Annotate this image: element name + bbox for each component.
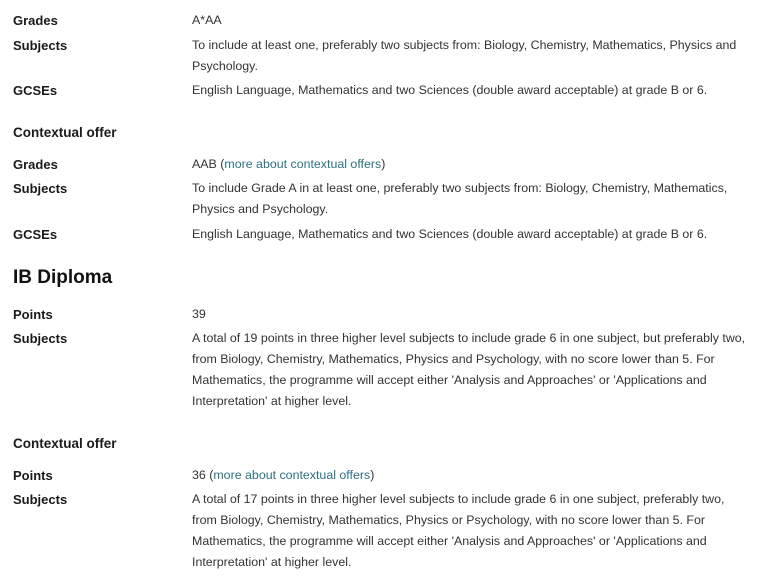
contextual-grades-value bbox=[192, 154, 752, 175]
subjects-label: Subjects bbox=[13, 38, 68, 53]
grades-label: Grades bbox=[13, 13, 58, 28]
subjects-value: To include at least one, preferably two subjects from: Biology, Chemistry, Mathematics, Physics and Psychology. bbox=[192, 38, 737, 73]
ib-contextual-points-close: ) bbox=[370, 468, 375, 482]
contextual-grades-text: AAB ( bbox=[192, 157, 225, 171]
ib-points-value: 39 bbox=[192, 307, 206, 321]
contextual-offers-link[interactable]: more about contextual offers bbox=[224, 157, 382, 171]
contextual-gcses-label: GCSEs bbox=[13, 227, 58, 242]
contextual-grades-close: ) bbox=[381, 157, 386, 171]
contextual-subjects-value: To include Grade A in at least one, preferably two subjects from: Biology, Chemistry, Mathematics, Physics and Psychology. bbox=[192, 181, 728, 216]
ib-diploma-heading: IB Diploma bbox=[13, 267, 113, 288]
ib-contextual-points-value bbox=[192, 465, 752, 486]
ib-contextual-points-text: 36 ( bbox=[192, 468, 214, 482]
ib-contextual-offers-link[interactable]: more about contextual offers bbox=[213, 468, 371, 482]
ib-contextual-points-label: Points bbox=[13, 468, 53, 483]
ib-subjects-value: A total of 19 points in three higher level subjects to include grade 6 in one subject, but preferably two, from Biology, Chemistry, Mathematics, Physics and Psychology, with no score lower than 5. For Mathematics, the programme will accept either 'Analysis and Approaches' or 'Applications and Interpretation' at higher level. bbox=[192, 331, 746, 408]
grades-value: A*AA bbox=[192, 13, 222, 27]
ib-contextual-subjects-label: Subjects bbox=[13, 492, 68, 507]
gcses-value: English Language, Mathematics and two Sciences (double award acceptable) at grade B or 6. bbox=[192, 83, 708, 97]
ib-contextual-subjects-value: A total of 17 points in three higher level subjects to include grade 6 in one subject, preferably two, from Biology, Chemistry, Mathematics, Physics or Psychology, with no score lower than 5. For Mathematics, the programme will accept either 'Analysis and Approaches' or 'Applications and Interpretation' at higher level. bbox=[192, 492, 725, 569]
contextual-grades-label: Grades bbox=[13, 157, 58, 172]
contextual-subjects-label: Subjects bbox=[13, 181, 68, 196]
ib-contextual-offer-heading: Contextual offer bbox=[13, 436, 117, 451]
ib-points-label: Points bbox=[13, 307, 53, 322]
ib-subjects-label: Subjects bbox=[13, 331, 68, 346]
contextual-offer-heading: Contextual offer bbox=[13, 125, 117, 140]
contextual-gcses-value: English Language, Mathematics and two Sciences (double award acceptable) at grade B or 6. bbox=[192, 227, 708, 241]
gcses-label: GCSEs bbox=[13, 83, 58, 98]
